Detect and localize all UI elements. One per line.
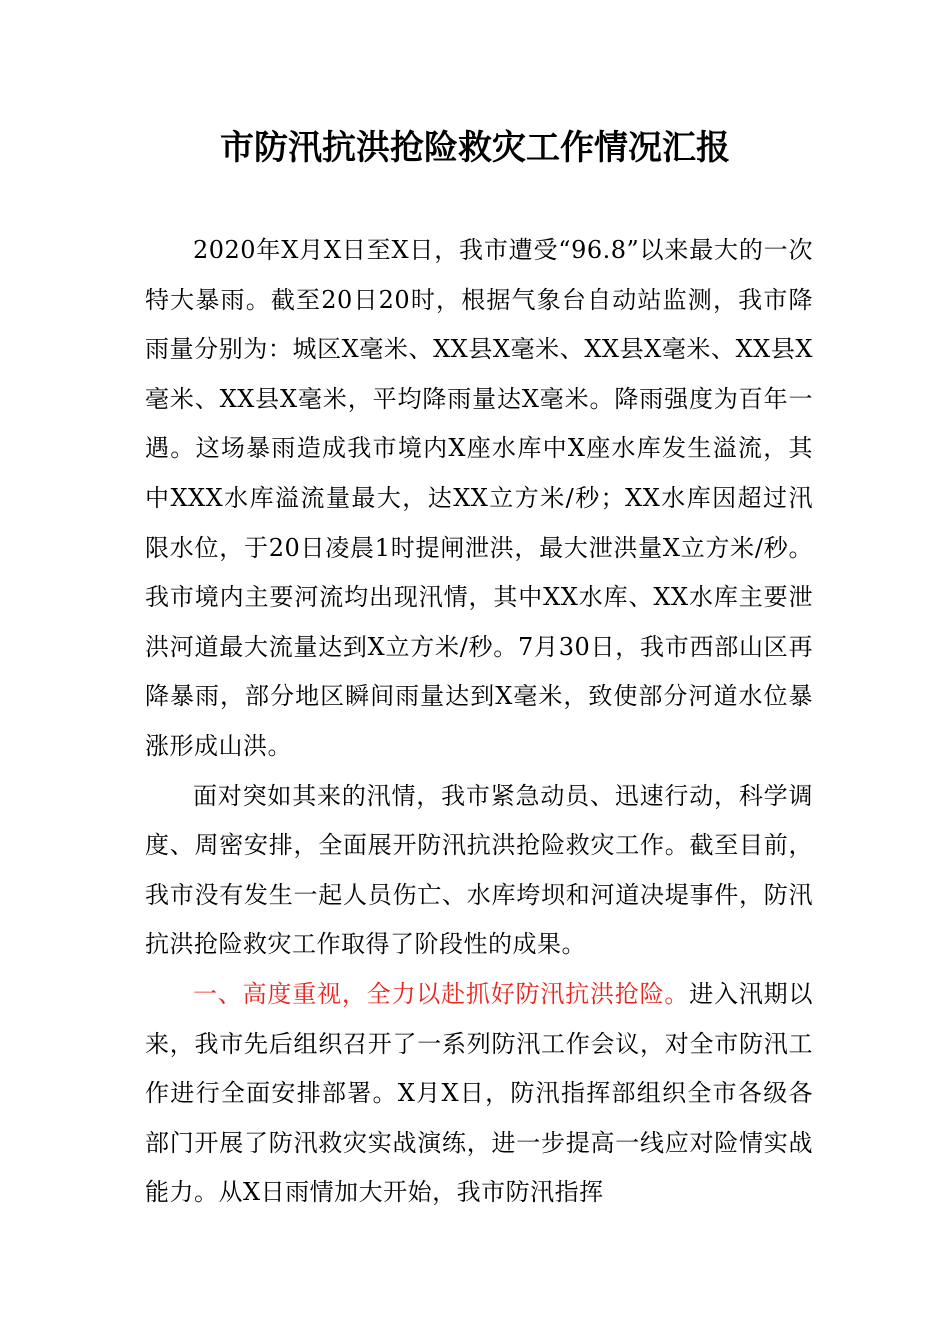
- paragraph-section-1: [145, 970, 813, 1218]
- paragraph-response-summary: 面对突如其来的汛情，我市紧急动员、迅速行动，科学调度、周密安排，全面展开防汛抗洪抢险救灾工作。截至目前，我市没有发生一起人员伤亡、水库垮坝和河道决堤事件，防汛抗洪抢险救灾工作取得了阶段性的成果。: [145, 781, 813, 959]
- paragraph-rainfall-overview: 2020年X月X日至X日，我市遭受“96.8”以来最大的一次特大暴雨。截至20日20时，根据气象台自动站监测，我市降雨量分别为：城区X毫米、XX县X毫米、XX县X毫米、XX县X毫米、XX县X毫米，平均降雨量达X毫米。降雨强度为百年一遇。这场暴雨造成我市境内X座水库中X座水库发生溢流，其中XXX水库溢流量最大，达XX立方米/秒；XX水库因超过汛限水位，于20日凌晨1时提闸泄洪，最大泄洪量X立方米/秒。我市境内主要河流均出现汛情，其中XX水库、XX水库主要泄洪河道最大流量达到X立方米/秒。7月30日，我市西部山区再降暴雨，部分地区瞬间雨量达到X毫米，致使部分河道水位暴涨形成山洪。: [145, 236, 813, 760]
- document-title: 市防汛抗洪抢险救灾工作情况汇报: [220, 128, 730, 168]
- section-1-text: 进入汛期以来，我市先后组织召开了一系列防汛工作会议，对全市防汛工作进行全面安排部署。X月X日，防汛指挥部组织全市各级各部门开展了防汛救灾实战演练，进一步提高一线应对险情实战能力。从X日雨情加大开始，我市防汛指挥: [145, 979, 813, 1207]
- section-heading-1: 一、高度重视，全力以赴抓好防汛抗洪抢险。: [193, 979, 690, 1008]
- document-body: [145, 226, 813, 1218]
